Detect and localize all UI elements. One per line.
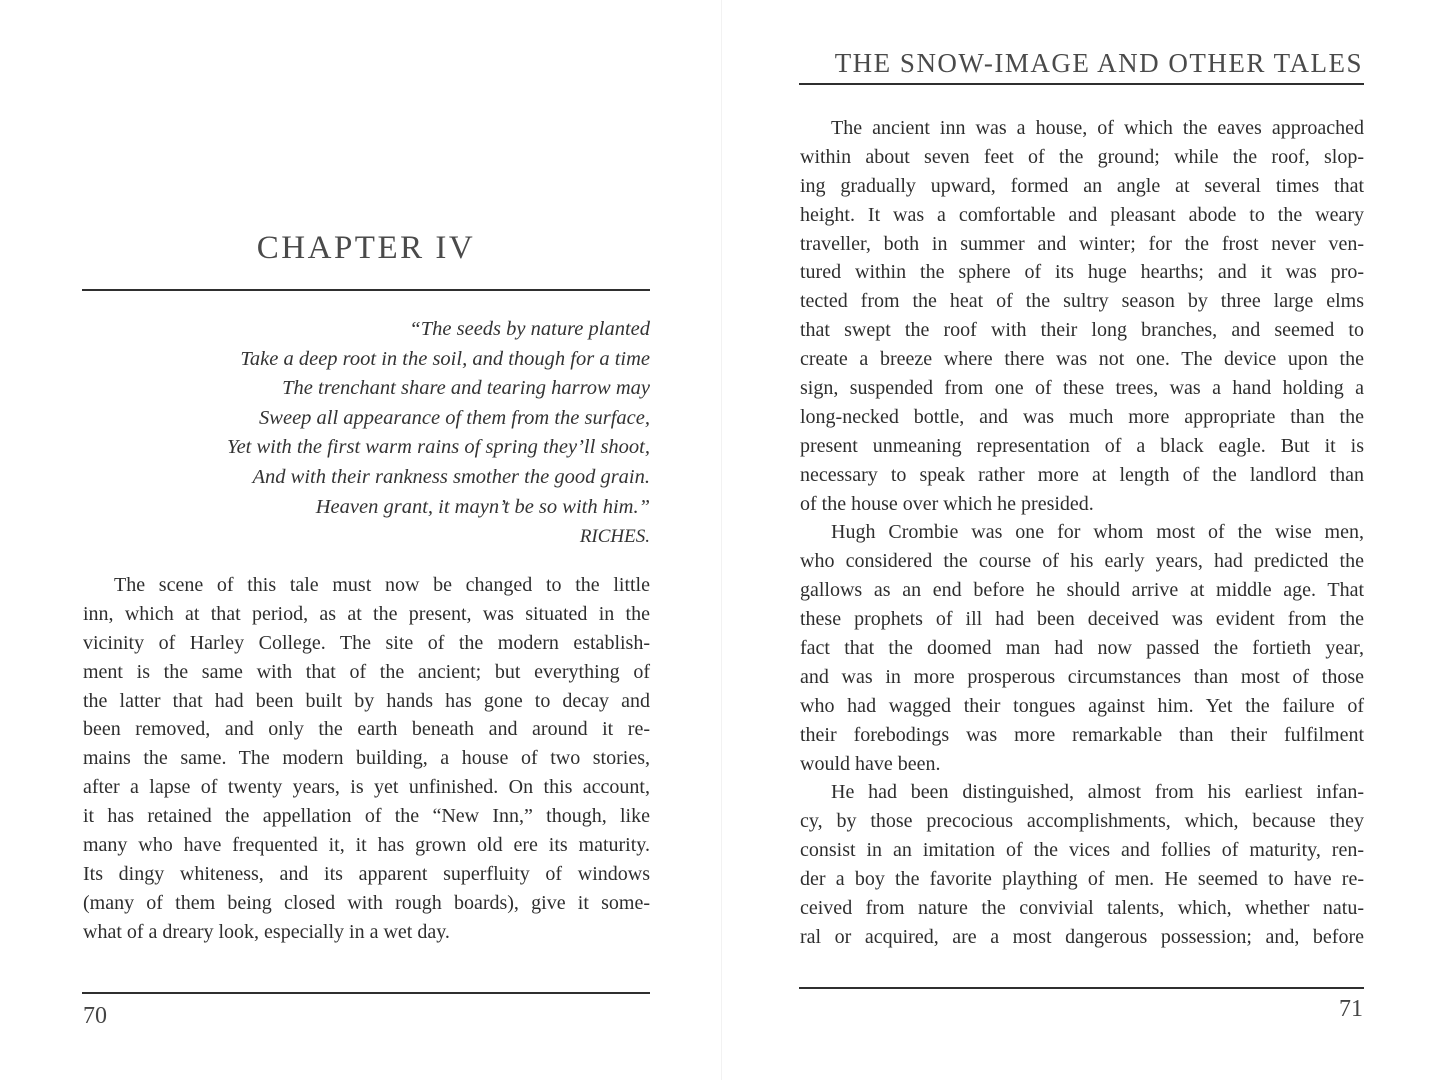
text-line: cy, by those precocious accomplishments, which, because they: [800, 810, 1364, 833]
running-header: THE SNOW-IMAGE AND OTHER TALES: [834, 48, 1363, 78]
text-line: it has retained the appellation of the “New Inn,” though, like: [83, 805, 650, 828]
page-number: 71: [1339, 996, 1363, 1022]
text-line: many who have frequented it, it has grown old ere its maturity.: [83, 834, 650, 857]
epigraph-line: And with their rankness smother the good grain.: [252, 465, 650, 488]
text-line: height. It was a comfortable and pleasant abode to the weary: [800, 203, 1364, 226]
chapter-rule: [82, 289, 650, 291]
footer-rule: [82, 992, 650, 994]
text-line: present unmeaning representation of a black eagle. But it is: [800, 434, 1364, 457]
text-line: The ancient inn was a house, of which the eaves approached: [831, 117, 1364, 139]
header-rule: [799, 83, 1364, 85]
text-line: the latter that had been built by hands has gone to decay and: [83, 689, 650, 712]
epigraph-line: “The seeds by nature planted: [409, 318, 650, 340]
epigraph-line: Yet with the first warm rains of spring they’ll shoot,: [227, 436, 650, 459]
chapter-title: CHAPTER IV: [256, 230, 476, 266]
text-line: ing gradually upward, formed an angle at several times that: [800, 174, 1364, 197]
text-line: and was in more prosperous circumstances than most of those: [800, 665, 1364, 688]
text-line: gallows as an end before he should arrive at middle age. That: [800, 579, 1364, 602]
text-line: been removed, and only the earth beneath and around it re-: [83, 718, 650, 741]
text-line: their forebodings was more remarkable than their fulfilment: [800, 723, 1364, 746]
text-line: consist in an imitation of the vices and follies of maturity, ren-: [800, 839, 1364, 862]
epigraph-line: The trenchant share and tearing harrow may: [282, 377, 650, 400]
text-line: that swept the roof with their long branches, and seemed to: [800, 319, 1364, 342]
text-line: (many of them being closed with rough boards), give it some-: [83, 891, 650, 914]
left-body-text: [83, 571, 650, 947]
text-line: ral or acquired, are a most dangerous possession; and, before: [800, 925, 1364, 948]
text-line: He had been distinguished, almost from his earliest infan-: [831, 781, 1364, 804]
right-body-text: [800, 114, 1364, 952]
text-line: within about seven feet of the ground; while the roof, slop-: [800, 145, 1364, 168]
text-line: ceived from nature the convivial talents, which, whether natu-: [800, 897, 1364, 920]
text-line: Its dingy whiteness, and its apparent superfluity of windows: [83, 862, 650, 885]
epigraph-line: Sweep all appearance of them from the surface,: [259, 406, 650, 429]
text-line: who had wagged their tongues against him. Yet the failure of: [800, 694, 1364, 717]
text-line: who considered the course of his early years, had predicted the: [800, 550, 1364, 573]
text-line: der a boy the favorite plaything of men. He seemed to have re-: [800, 868, 1364, 891]
epigraph: [90, 315, 650, 552]
epigraph-line: Take a deep root in the soil, and though for a time: [240, 347, 650, 370]
footer-rule: [799, 987, 1364, 989]
text-line: what of a dreary look, especially in a wet day.: [83, 920, 450, 943]
epigraph-line: Heaven grant, it mayn’t be so with him.”: [315, 495, 650, 518]
text-line: Hugh Crombie was one for whom most of the wise men,: [831, 521, 1364, 544]
text-line: long-necked bottle, and was much more appropriate than the: [800, 405, 1364, 428]
text-line: tured within the sphere of its huge hearths; and it was pro-: [800, 261, 1364, 284]
text-line: these prophets of ill had been deceived was evident from the: [800, 608, 1364, 631]
right-page: [722, 0, 1443, 1080]
text-line: The scene of this tale must now be changed to the little: [114, 574, 650, 596]
page-number: 70: [83, 1003, 107, 1029]
text-line: create a breeze where there was not one. The device upon the: [800, 348, 1364, 371]
text-line: fact that the doomed man had now passed the fortieth year,: [800, 637, 1364, 660]
text-line: would have been.: [800, 752, 941, 775]
text-line: mains the same. The modern building, a house of two stories,: [83, 747, 650, 770]
text-line: sign, suspended from one of these trees, was a hand holding a: [800, 377, 1364, 400]
text-line: tected from the heat of the sultry season by three large elms: [800, 290, 1364, 313]
text-line: ment is the same with that of the ancient; but everything of: [83, 660, 650, 683]
text-line: after a lapse of twenty years, is yet unfinished. On this account,: [83, 776, 650, 799]
text-line: necessary to speak rather more at length of the landlord than: [800, 463, 1364, 486]
text-line: of the house over which he presided.: [800, 492, 1094, 515]
text-line: traveller, both in summer and winter; for the frost never ven-: [800, 232, 1364, 255]
text-line: vicinity of Harley College. The site of the modern establish-: [83, 631, 650, 654]
epigraph-source: RICHES.: [579, 526, 650, 548]
text-line: inn, which at that period, as at the present, was situated in the: [83, 602, 650, 625]
